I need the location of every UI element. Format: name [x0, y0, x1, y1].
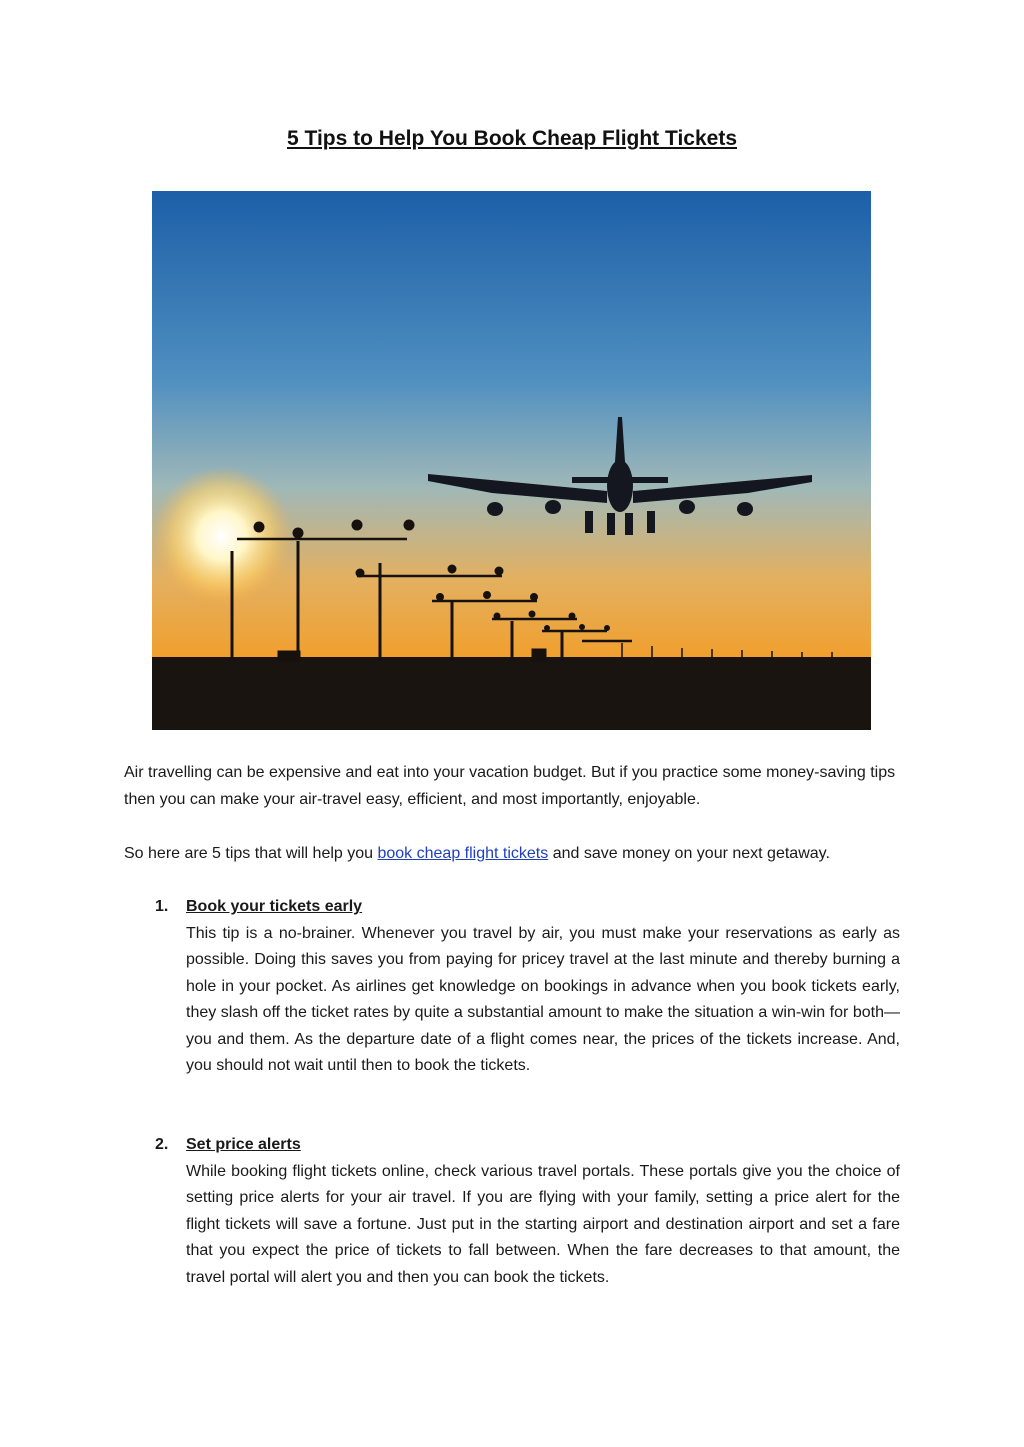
tip-body: This tip is a no-brainer. Whenever you travel by air, you must make your reservations as early as possible. Doing this saves you from paying for pricey travel at the last minute and thereby burning a hole in your pocket. As airlines get knowledge on bookings in advance when you book tickets early, they slash off the ticket rates by quite a substantial amount to make the situation a win-win for both—you and them. As the departure date of a flight comes near, the prices of the tickets increase. And, you should not wait until then to book the tickets. [186, 924, 900, 1074]
tip-number: 1. [155, 898, 169, 915]
lead-paragraph [124, 841, 900, 868]
lead-text-before: So here are 5 tips that will help you [124, 845, 378, 862]
tip-number: 2. [155, 1136, 169, 1153]
page-title: 5 Tips to Help You Book Cheap Flight Tickets [286, 127, 737, 150]
intro-paragraph: Air travelling can be expensive and eat into your vacation budget. But if you practice some money-saving tips then you can make your air-travel easy, efficient, and most importantly, enjoyable. [124, 764, 896, 808]
tip-body: While booking flight tickets online, check various travel portals. These portals give you the choice of setting price alerts for your air travel. If you are flying with your family, setting a price alert for the flight tickets will save a fortune. Just put in the starting airport and destination airport and set a fare that you expect the price of tickets to fall between. When the fare decreases to that amount, the travel portal will alert you and then you can book the tickets. [186, 1162, 900, 1286]
tip-heading: Set price alerts [186, 1136, 301, 1153]
hero-image-airplane-landing [152, 191, 871, 730]
tip-heading: Book your tickets early [186, 898, 363, 915]
lead-text-after: and save money on your next getaway. [548, 845, 830, 862]
book-cheap-flight-tickets-link[interactable]: book cheap flight tickets [377, 845, 549, 862]
